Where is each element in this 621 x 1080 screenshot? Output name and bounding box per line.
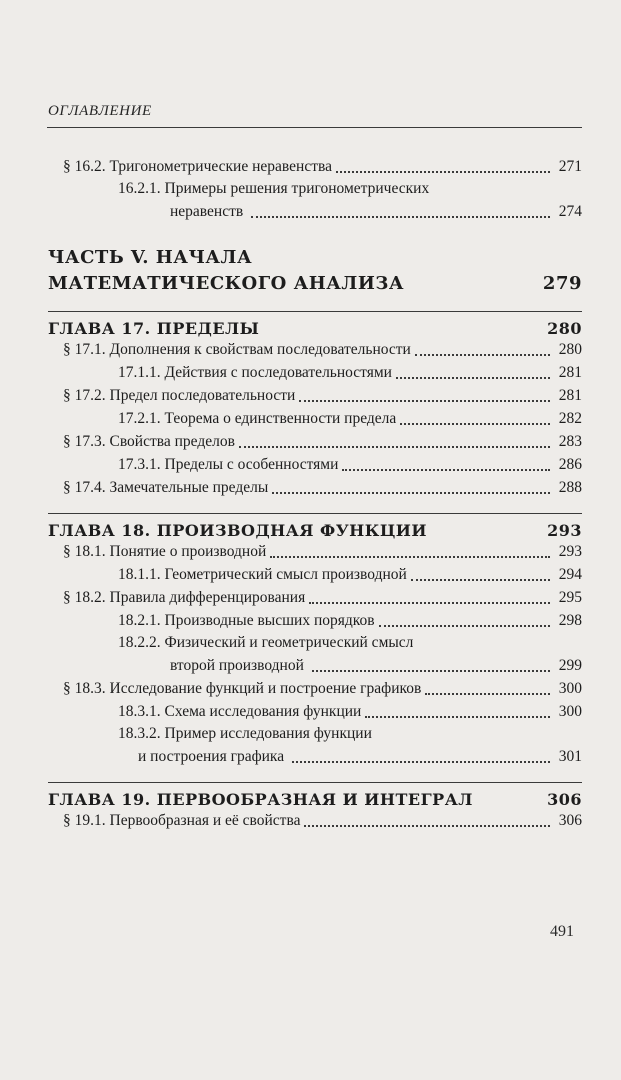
toc-entry-page: 298 (558, 612, 582, 629)
toc-entry-title: § 19.1. Первообразная и её свойства (63, 812, 301, 829)
chapter-page: 280 (547, 319, 582, 338)
toc-entry-page: 271 (558, 158, 582, 175)
dot-leader (415, 354, 550, 356)
running-head: ОГЛАВЛЕНИЕ (48, 103, 152, 119)
dot-leader (379, 625, 550, 627)
toc-entry-page: 300 (558, 680, 582, 697)
dot-leader (342, 469, 550, 471)
toc-entry-page: 306 (558, 812, 582, 829)
toc-entry-page: 299 (558, 657, 582, 674)
toc-entry-title-cont: неравенств (170, 203, 244, 220)
toc-entry-title: 16.2.1. Примеры решения тригонометрических (118, 180, 430, 197)
dot-leader (396, 377, 550, 379)
toc-entry[interactable] (48, 700, 582, 723)
toc-entry-title: § 17.1. Дополнения к свойствам последовательности (63, 341, 411, 358)
toc-entry[interactable] (48, 809, 582, 832)
toc-entry[interactable] (48, 677, 582, 700)
toc-entry-title: § 18.2. Правила дифференцирования (63, 589, 306, 606)
dot-leader (411, 579, 550, 581)
toc-entry-title: 17.1.1. Действия с последовательностями (118, 364, 392, 381)
toc-entry-page: 274 (558, 203, 582, 220)
part-page: 279 (542, 273, 582, 294)
toc-entry-title: 17.3.1. Пределы с особенностями (118, 456, 339, 473)
dot-leader (312, 670, 550, 672)
toc-entry[interactable] (48, 609, 582, 632)
toc-entry-title: § 16.2. Тригонометрические неравенства (63, 158, 332, 175)
page-number: 491 (550, 923, 574, 940)
toc-entry-title: § 17.3. Свойства пределов (63, 433, 235, 450)
toc-entry-title: § 18.3. Исследование функций и построение графиков (63, 680, 422, 697)
toc-entry-title: 18.1.1. Геометрический смысл производной (118, 566, 407, 583)
toc-entry-page: 280 (558, 341, 582, 358)
toc-entry-title: 18.2.1. Производные высших порядков (118, 612, 375, 629)
table-of-contents (48, 155, 582, 832)
chapter-title: ГЛАВА 18. ПРОИЗВОДНАЯ ФУНКЦИИ (48, 521, 428, 540)
toc-entry[interactable] (48, 540, 582, 563)
dot-leader (239, 446, 550, 448)
toc-entry-title: § 18.1. Понятие о производной (63, 543, 267, 560)
part-title: ЧАСТЬ V. НАЧАЛА (48, 247, 253, 268)
dot-leader (336, 171, 550, 173)
toc-entry[interactable] (48, 632, 582, 677)
toc-entry[interactable] (48, 361, 582, 384)
chapter-title: ГЛАВА 19. ПЕРВООБРАЗНАЯ И ИНТЕГРАЛ (48, 790, 473, 809)
toc-entry-title: § 17.4. Замечательные пределы (63, 479, 269, 496)
toc-entry[interactable] (48, 476, 582, 499)
chapter-title: ГЛАВА 17. ПРЕДЕЛЫ (48, 319, 260, 338)
toc-entry-title: § 17.2. Предел последовательности (63, 387, 296, 404)
toc-entry-page: 295 (558, 589, 582, 606)
toc-entry-page: 281 (558, 364, 582, 381)
toc-entry[interactable] (48, 563, 582, 586)
dot-leader (400, 423, 550, 425)
chapter-page: 306 (547, 790, 582, 809)
toc-entry-title-cont: второй производной (170, 657, 304, 674)
toc-entry[interactable] (48, 453, 582, 476)
toc-entry-title: 17.2.1. Теорема о единственности предела (118, 410, 397, 427)
toc-entry[interactable] (48, 407, 582, 430)
dot-leader (272, 492, 550, 494)
dot-leader (251, 216, 550, 218)
toc-entry-page: 301 (558, 748, 582, 765)
toc-entry-page: 283 (558, 433, 582, 450)
part-title-cont: МАТЕМАТИЧЕСКОГО АНАЛИЗА (48, 273, 404, 294)
toc-entry-page: 293 (558, 543, 582, 560)
toc-entry[interactable] (48, 155, 582, 178)
header-rule (47, 127, 582, 128)
dot-leader (309, 602, 550, 604)
dot-leader (299, 400, 550, 402)
toc-entry-page: 300 (558, 703, 582, 720)
chapter-heading[interactable] (48, 514, 582, 540)
toc-entry-title: 18.2.2. Физический и геометрический смысл (118, 634, 414, 651)
toc-entry-page: 281 (558, 387, 582, 404)
dot-leader (270, 556, 550, 558)
toc-entry-title-cont: и построения графика (138, 748, 285, 765)
toc-entry[interactable] (48, 586, 582, 609)
dot-leader (292, 761, 550, 763)
toc-entry[interactable] (48, 338, 582, 361)
dot-leader (304, 825, 550, 827)
toc-entry[interactable] (48, 430, 582, 453)
toc-entry-page: 282 (558, 410, 582, 427)
chapter-heading[interactable] (48, 312, 582, 338)
chapter-heading[interactable] (48, 783, 582, 809)
dot-leader (425, 693, 550, 695)
toc-entry-page: 288 (558, 479, 582, 496)
toc-entry-title: 18.3.1. Схема исследования функции (118, 703, 362, 720)
part-heading[interactable] (48, 245, 582, 297)
toc-entry-page: 286 (558, 456, 582, 473)
chapter-page: 293 (547, 521, 582, 540)
toc-entry-page: 294 (558, 566, 582, 583)
toc-entry[interactable] (48, 178, 582, 223)
dot-leader (365, 716, 550, 718)
toc-entry[interactable] (48, 384, 582, 407)
toc-entry[interactable] (48, 723, 582, 768)
toc-entry-title: 18.3.2. Пример исследования функции (118, 725, 372, 742)
